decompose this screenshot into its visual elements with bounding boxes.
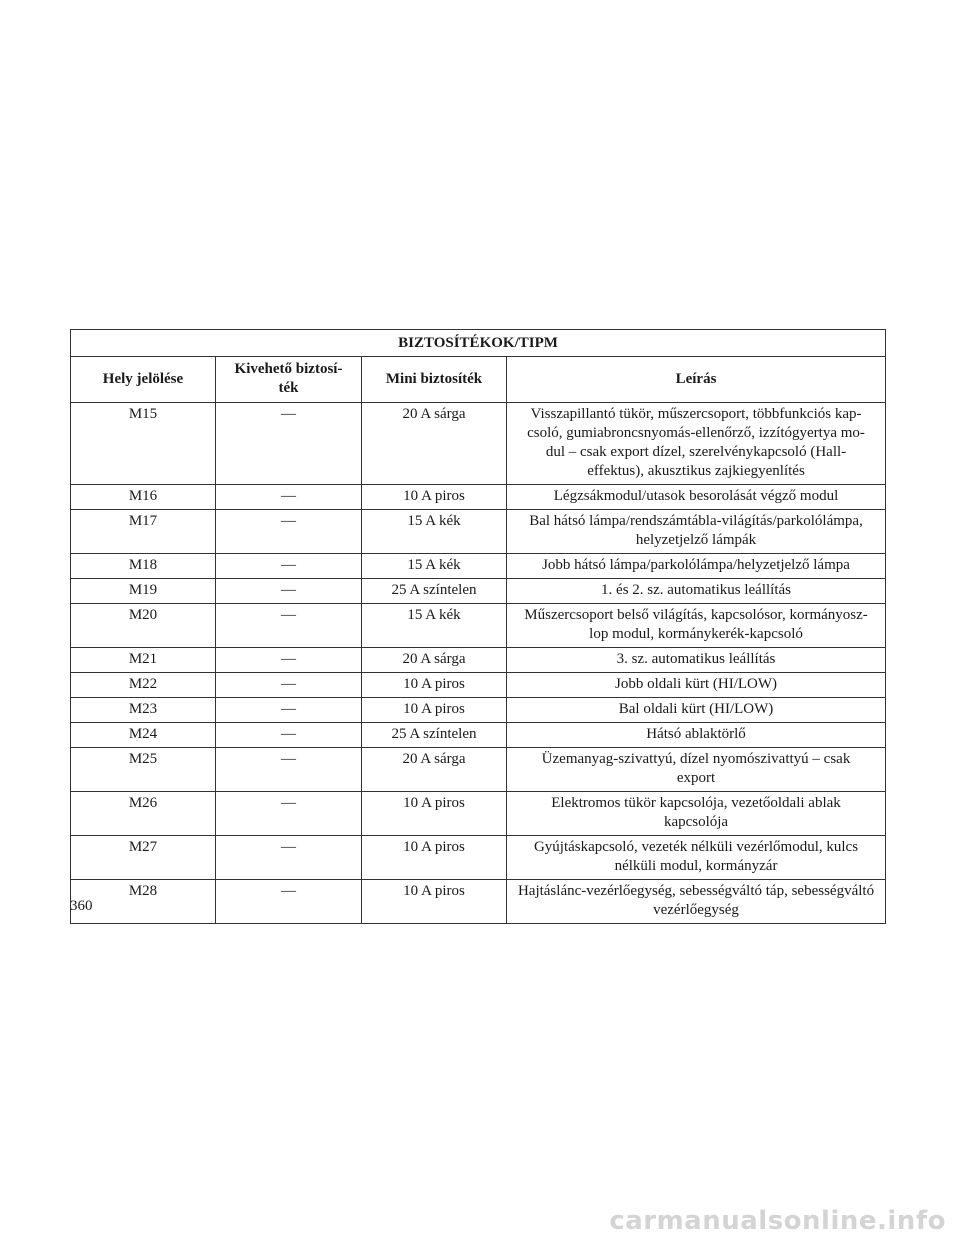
cell-mini-fuse: 10 A piros	[362, 698, 507, 723]
cell-description: 1. és 2. sz. automatikus leállítás	[507, 579, 886, 604]
cell-location: M22	[71, 673, 216, 698]
cell-description: Hátsó ablaktörlő	[507, 723, 886, 748]
table-row	[71, 792, 886, 836]
cell-cartridge-fuse: —	[216, 485, 362, 510]
table-row	[71, 554, 886, 579]
cell-mini-fuse: 20 A sárga	[362, 648, 507, 673]
table-title-row	[71, 330, 886, 357]
cell-mini-fuse: 25 A színtelen	[362, 723, 507, 748]
cell-cartridge-fuse: —	[216, 403, 362, 485]
fuse-table	[70, 329, 886, 924]
cell-description: Elektromos tükör kapcsolója, vezetőoldali ablak kapcsolója	[507, 792, 886, 836]
table-body	[71, 403, 886, 924]
table-row	[71, 698, 886, 723]
table-header-row	[71, 357, 886, 403]
header-description: Leírás	[507, 357, 886, 403]
cell-cartridge-fuse: —	[216, 836, 362, 880]
cell-cartridge-fuse: —	[216, 604, 362, 648]
cell-cartridge-fuse: —	[216, 880, 362, 924]
cell-description: Gyújtáskapcsoló, vezeték nélküli vezérlőmodul, kulcs nélküli modul, kormányzár	[507, 836, 886, 880]
cell-location: M21	[71, 648, 216, 673]
page-number: 360	[70, 898, 93, 914]
cell-description: Hajtáslánc-vezérlőegység, sebességváltó táp, sebességváltó vezérlőegység	[507, 880, 886, 924]
cell-cartridge-fuse: —	[216, 554, 362, 579]
header-cartridge-text: Kivehető biztosí- ték	[234, 361, 343, 396]
cell-description: Üzemanyag-szivattyú, dízel nyomószivattyú – csak export	[507, 748, 886, 792]
cell-description: Jobb hátsó lámpa/parkolólámpa/helyzetjelző lámpa	[507, 554, 886, 579]
cell-description: Jobb oldali kürt (HI/LOW)	[507, 673, 886, 698]
cell-location: M28	[71, 880, 216, 924]
cell-cartridge-fuse: —	[216, 648, 362, 673]
table-row	[71, 604, 886, 648]
cell-cartridge-fuse: —	[216, 698, 362, 723]
cell-cartridge-fuse: —	[216, 510, 362, 554]
table-row	[71, 648, 886, 673]
cell-cartridge-fuse: —	[216, 723, 362, 748]
cell-mini-fuse: 15 A kék	[362, 510, 507, 554]
table-row	[71, 510, 886, 554]
table-title: BIZTOSÍTÉKOK/TIPM	[71, 330, 886, 357]
cell-mini-fuse: 15 A kék	[362, 604, 507, 648]
cell-description: Visszapillantó tükör, műszercsoport, többfunkciós kap- csoló, gumiabroncsnyomás-ellenőrző, izzítógyertya mo- dul – csak export dízel, szerelvénykapcsoló (Hall- effektus), akusztikus zajkiegyenlítés	[507, 403, 886, 485]
cell-mini-fuse: 10 A piros	[362, 836, 507, 880]
watermark: carmanualsonline.info	[609, 1206, 946, 1236]
cell-cartridge-fuse: —	[216, 792, 362, 836]
cell-mini-fuse: 20 A sárga	[362, 748, 507, 792]
cell-description: Műszercsoport belső világítás, kapcsolósor, kormányosz- lop modul, kormánykerék-kapcsoló	[507, 604, 886, 648]
cell-location: M18	[71, 554, 216, 579]
table-row	[71, 403, 886, 485]
table-row	[71, 836, 886, 880]
cell-mini-fuse: 10 A piros	[362, 673, 507, 698]
cell-mini-fuse: 10 A piros	[362, 792, 507, 836]
cell-mini-fuse: 20 A sárga	[362, 403, 507, 485]
cell-cartridge-fuse: —	[216, 673, 362, 698]
table-row	[71, 485, 886, 510]
cell-mini-fuse: 10 A piros	[362, 880, 507, 924]
header-cartridge-fuse	[216, 357, 362, 403]
table-row	[71, 579, 886, 604]
table-row	[71, 748, 886, 792]
cell-location: M19	[71, 579, 216, 604]
cell-location: M24	[71, 723, 216, 748]
table-row	[71, 880, 886, 924]
cell-mini-fuse: 15 A kék	[362, 554, 507, 579]
cell-description: Légzsákmodul/utasok besorolását végző modul	[507, 485, 886, 510]
cell-mini-fuse: 25 A színtelen	[362, 579, 507, 604]
table-row	[71, 723, 886, 748]
header-mini-fuse: Mini biztosíték	[362, 357, 507, 403]
cell-description: 3. sz. automatikus leállítás	[507, 648, 886, 673]
cell-cartridge-fuse: —	[216, 748, 362, 792]
cell-location: M23	[71, 698, 216, 723]
cell-location: M17	[71, 510, 216, 554]
cell-location: M16	[71, 485, 216, 510]
cell-cartridge-fuse: —	[216, 579, 362, 604]
cell-mini-fuse: 10 A piros	[362, 485, 507, 510]
cell-location: M25	[71, 748, 216, 792]
header-location: Hely jelölése	[71, 357, 216, 403]
cell-description: Bal oldali kürt (HI/LOW)	[507, 698, 886, 723]
cell-location: M15	[71, 403, 216, 485]
cell-description: Bal hátsó lámpa/rendszámtábla-világítás/parkolólámpa, helyzetjelző lámpák	[507, 510, 886, 554]
cell-location: M27	[71, 836, 216, 880]
cell-location: M20	[71, 604, 216, 648]
table-row	[71, 673, 886, 698]
cell-location: M26	[71, 792, 216, 836]
